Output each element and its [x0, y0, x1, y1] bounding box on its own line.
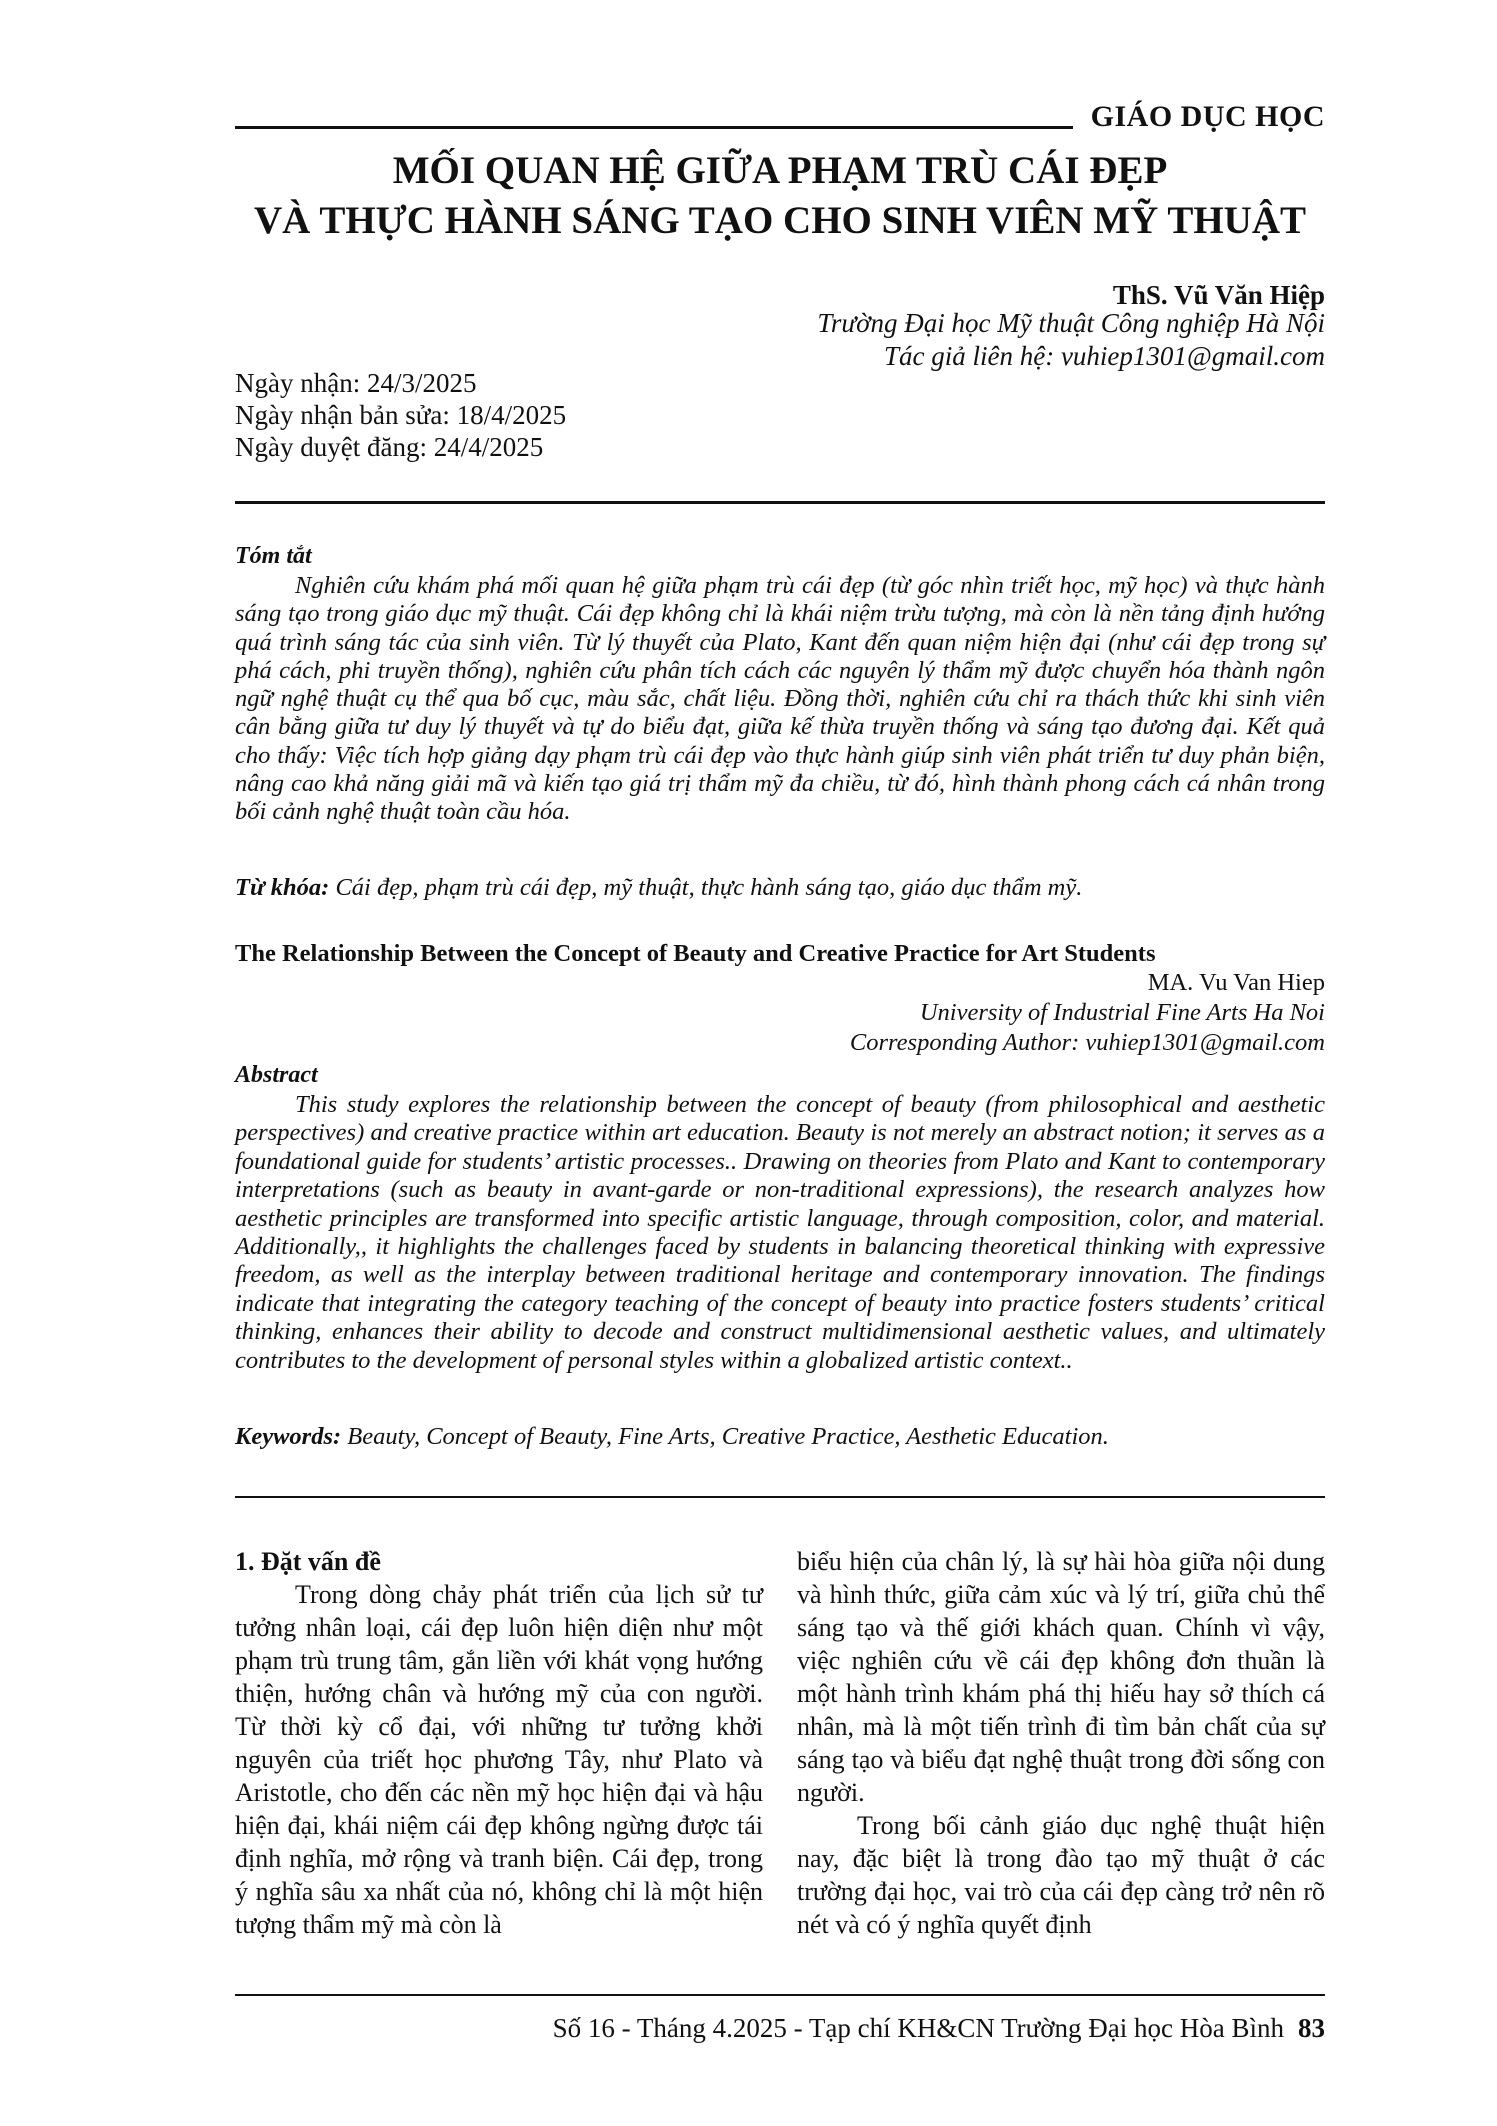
vi-abstract-body: Nghiên cứu khám phá mối quan hệ giữa phạm trù cái đẹp (từ góc nhìn triết học, mỹ học) và thực hành sáng tạo trong giáo dục mỹ thuật. Cái đẹp không chỉ là khái niệm trừu tượng, mà còn là nền tảng định hướng quá trình sáng tác của sinh viên. Từ lý thuyết của Plato, Kant đến quan niệm hiện đại (như cái đẹp trong sự phá cách, phi truyền thống), nghiên cứu phân tích cách các nguyên lý thẩm mỹ được chuyển hóa thành ngôn ngữ nghệ thuật cụ thể qua bố cục, màu sắc, chất liệu. Đồng thời, nghiên cứu chỉ ra thách thức khi sinh viên cân bằng giữa tư duy lý thuyết và tự do biểu đạt, giữa kế thừa truyền thống và sáng tạo đương đại. Kết quả cho thấy: Việc tích hợp giảng dạy phạm trù cái đẹp vào thực hành giúp sinh viên phát triển tư duy phản biện, nâng cao khả năng giải mã và kiến tạo giá trị thẩm mỹ đa chiều, từ đó, hình thành phong cách cá nhân trong bối cảnh nghệ thuật toàn cầu hóa.: [235, 572, 1325, 826]
body-paragraph-1-continued: biểu hiện của chân lý, là sự hài hòa giữa nội dung và hình thức, giữa cảm xúc và lý trí, giữa chủ thể sáng tạo và thế giới khách quan. Chính vì vậy, việc nghiên cứu về cái đẹp không đơn thuần là một hành trình khám phá thị hiếu hay sở thích cá nhân, mà là một tiến trình đi tìm bản chất của sự sáng tạo và biểu đạt nghệ thuật trong đời sống con người.: [797, 1547, 1325, 1807]
vi-keywords-label: Từ khóa:: [235, 874, 330, 901]
vi-abstract-heading: Tóm tắt: [235, 543, 312, 569]
body-paragraph-1: Trong dòng chảy phát triển của lịch sử tư tưởng nhân loại, cái đẹp luôn hiện diện như một phạm trù trung tâm, gắn liền với khát vọng hướng thiện, hướng chân và hướng mỹ của con người. Từ thời kỳ cổ đại, với những tư tưởng khởi nguyên của triết học phương Tây, như Plato và Aristotle, cho đến các nền mỹ học hiện đại và hậu hiện đại, khái niệm cái đẹp không ngừng được tái định nghĩa, mở rộng và tranh biện. Cái đẹp, trong ý nghĩa sâu xa nhất của nó, không chỉ là một hiện tượng thẩm mỹ mà còn là: [235, 1580, 763, 1939]
divider-bottom: [235, 1496, 1325, 1498]
page-footer: [553, 2013, 1325, 2044]
divider-top: [235, 501, 1325, 504]
en-title: The Relationship Between the Concept of Beauty and Creative Practice for Art Students: [235, 940, 1156, 967]
page-title: [235, 146, 1325, 246]
footer-journal: Số 16 - Tháng 4.2025 - Tạp chí KH&CN Trường Đại học Hòa Bình: [552, 2013, 1284, 2043]
en-abstract-body: This study explores the relationship between the concept of beauty (from philosophical and aesthetic perspectives) and creative practice within art education. Beauty is not merely an abstract notion; it serves as a foundational guide for students’ artistic processes.. Drawing on theories from Plato and Kant to contemporary interpretations (such as beauty in avant-garde or non-traditional expressions), the research analyzes how aesthetic principles are transformed into specific artistic language, through composition, color, and material. Additionally,, it highlights the challenges faced by students in balancing theoretical thinking with expressive freedom, as well as the interplay between traditional heritage and contemporary innovation. The findings indicate that integrating the category teaching of the concept of beauty into practice fosters students’ critical thinking, enhances their ability to decode and construct multidimensional aesthetic values, and ultimately contributes to the development of personal styles within a globalized artistic context..: [235, 1091, 1325, 1374]
en-author-name: MA. Vu Van Hiep: [1147, 969, 1325, 996]
section-heading: 1. Đặt vấn đề: [235, 1547, 381, 1576]
author-affiliation: Trường Đại học Mỹ thuật Công nghiệp Hà Nội: [817, 308, 1325, 338]
vi-keywords-text: Cái đẹp, phạm trù cái đẹp, mỹ thuật, thực hành sáng tạo, giáo dục thẩm mỹ.: [335, 874, 1083, 901]
date-accepted: Ngày duyệt đăng: 24/4/2025: [235, 432, 544, 462]
date-revised: Ngày nhận bản sửa: 18/4/2025: [235, 400, 567, 430]
header-rule: [235, 126, 1073, 129]
author-affiliation-block: [817, 307, 1325, 373]
section-label: GIÁO DỤC HỌC: [1090, 100, 1325, 133]
en-abstract-heading: Abstract: [235, 1062, 318, 1088]
body-paragraph-2: Trong bối cảnh giáo dục nghệ thuật hiện nay, đặc biệt là trong đào tạo mỹ thuật ở các trường đại học, vai trò của cái đẹp càng trở nên rõ nét và có ý nghĩa quyết định: [797, 1811, 1325, 1939]
dates-block: [235, 367, 566, 463]
author-name: ThS. Vũ Văn Hiệp: [1112, 280, 1325, 310]
vi-keywords: [235, 874, 1325, 902]
en-keywords-label: Keywords:: [235, 1423, 342, 1450]
page-number: 83: [1298, 2013, 1325, 2043]
body-column-left: [235, 1545, 763, 1941]
en-contact: Corresponding Author: vuhiep1301@gmail.com: [849, 1029, 1325, 1056]
en-affiliation: University of Industrial Fine Arts Ha Noi: [919, 999, 1325, 1026]
en-author-block: [850, 968, 1325, 1058]
footer-rule: [235, 1994, 1325, 1996]
date-received: Ngày nhận: 24/3/2025: [235, 368, 477, 398]
title-line-2: VÀ THỰC HÀNH SÁNG TẠO CHO SINH VIÊN MỸ THUẬT: [253, 199, 1307, 242]
author-contact: Tác giả liên hệ: vuhiep1301@gmail.com: [883, 341, 1325, 371]
body-column-right: [797, 1545, 1325, 1941]
en-keywords: [235, 1423, 1325, 1451]
en-keywords-text: Beauty, Concept of Beauty, Fine Arts, Creative Practice, Aesthetic Education.: [347, 1423, 1109, 1450]
title-line-1: MỐI QUAN HỆ GIỮA PHẠM TRÙ CÁI ĐẸP: [392, 149, 1168, 192]
